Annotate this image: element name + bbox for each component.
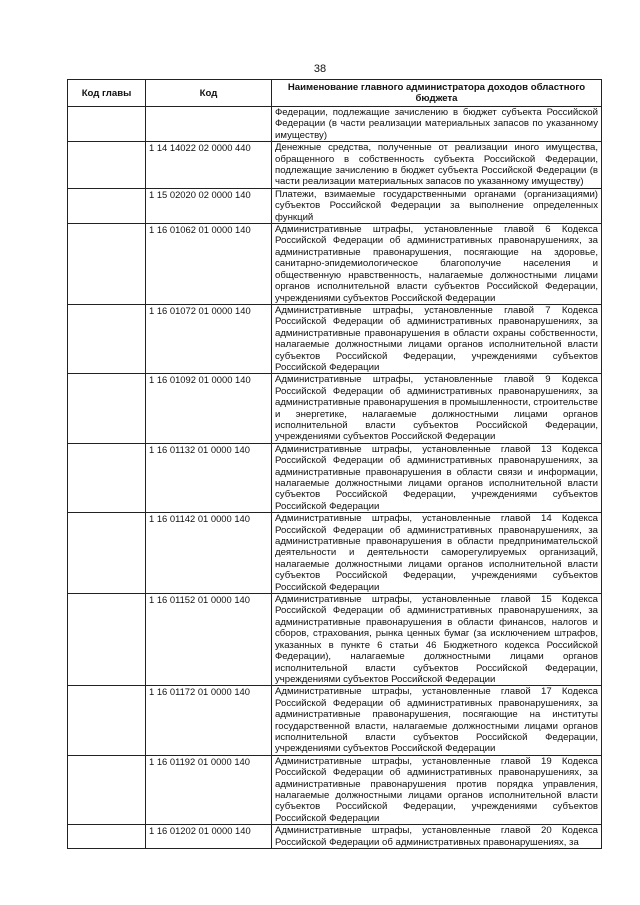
header-name: Наименование главного администратора доходов областного бюджета	[272, 80, 602, 107]
code-cell: 1 16 01062 01 0000 140	[146, 224, 272, 305]
header-chapter-code: Код главы	[68, 80, 146, 107]
header-code: Код	[146, 80, 272, 107]
description-cell: Административные штрафы, установленные главой 14 Кодекса Российской Федерации об административных правонарушениях, за административные правонарушения в области предпринимательской деятельности и деятельности саморегулируемых организаций, налагаемые должностными лицами органов исполнительной власти субъектов Российской Федерации, учреждениями субъектов Российской Федерации	[272, 513, 602, 594]
code-cell: 1 16 01132 01 0000 140	[146, 443, 272, 512]
code-cell: 1 15 02020 02 0000 140	[146, 188, 272, 223]
code-cell: 1 16 01152 01 0000 140	[146, 594, 272, 686]
table-header-row	[68, 80, 602, 107]
table-row	[68, 142, 602, 189]
code-cell	[146, 107, 272, 142]
revenue-administrators-table	[67, 79, 602, 849]
description-cell: Административные штрафы, установленные главой 9 Кодекса Российской Федерации об административных правонарушениях, за административные правонарушения в промышленности, строительстве и энергетике, налагаемые должностными лицами органов исполнительной власти субъектов Российской Федерации, учреждениями субъектов Российской Федерации	[272, 374, 602, 443]
page-number: 38	[313, 63, 327, 75]
table-row	[68, 224, 602, 305]
chapter-code-cell	[68, 304, 146, 373]
code-cell: 1 16 01092 01 0000 140	[146, 374, 272, 443]
code-cell: 1 16 01192 01 0000 140	[146, 755, 272, 824]
description-cell: Административные штрафы, установленные главой 17 Кодекса Российской Федерации об административных правонарушениях, за административные правонарушения, посягающие на институты государственной власти, налагаемые должностными лицами органов исполнительной власти субъектов Российской Федерации, учреждениями субъектов Российской Федерации	[272, 686, 602, 755]
table-row	[68, 825, 602, 849]
description-cell: Административные штрафы, установленные главой 15 Кодекса Российской Федерации об административных правонарушениях, за административные правонарушения в области финансов, налогов и сборов, страхования, рынка ценных бумаг (за исключением штрафов, указанных в пункте 6 статьи 46 Бюджетного кодекса Российской Федерации), налагаемые должностными лицами органов исполнительной власти субъектов Российской Федерации, учреждениями субъектов Российской Федерации	[272, 594, 602, 686]
description-cell: Административные штрафы, установленные главой 20 Кодекса Российской Федерации об административных правонарушениях, за	[272, 825, 602, 849]
table-row	[68, 443, 602, 512]
chapter-code-cell	[68, 107, 146, 142]
table-row	[68, 686, 602, 755]
description-cell: Административные штрафы, установленные главой 19 Кодекса Российской Федерации об административных правонарушениях, за административные правонарушения против порядка управления, налагаемые должностными лицами органов исполнительной власти субъектов Российской Федерации, учреждениями субъектов Российской Федерации	[272, 755, 602, 824]
chapter-code-cell	[68, 443, 146, 512]
chapter-code-cell	[68, 188, 146, 223]
code-cell: 1 14 14022 02 0000 440	[146, 142, 272, 189]
description-cell: Платежи, взимаемые государственными органами (организациями) субъектов Российской Федерации за выполнение определенных функций	[272, 188, 602, 223]
chapter-code-cell	[68, 374, 146, 443]
description-cell: Денежные средства, полученные от реализации иного имущества, обращенного в собственность субъекта Российской Федерации, подлежащие зачислению в бюджет субъекта Российской Федерации (в части реализации материальных запасов по указанному имуществу)	[272, 142, 602, 189]
code-cell: 1 16 01172 01 0000 140	[146, 686, 272, 755]
description-cell: Административные штрафы, установленные главой 13 Кодекса Российской Федерации об административных правонарушениях, за административные правонарушения в области связи и информации, налагаемые должностными лицами органов исполнительной власти субъектов Российской Федерации, учреждениями субъектов Российской Федерации	[272, 443, 602, 512]
chapter-code-cell	[68, 755, 146, 824]
chapter-code-cell	[68, 594, 146, 686]
chapter-code-cell	[68, 686, 146, 755]
table-row	[68, 755, 602, 824]
chapter-code-cell	[68, 142, 146, 189]
chapter-code-cell	[68, 224, 146, 305]
description-cell: Федерации, подлежащие зачислению в бюджет субъекта Российской Федерации (в части реализации материальных запасов по указанному имуществу)	[272, 107, 602, 142]
chapter-code-cell	[68, 513, 146, 594]
table-row	[68, 304, 602, 373]
code-cell: 1 16 01142 01 0000 140	[146, 513, 272, 594]
table-row	[68, 107, 602, 142]
table-row	[68, 374, 602, 443]
description-cell: Административные штрафы, установленные главой 7 Кодекса Российской Федерации об административных правонарушениях, за административные правонарушения в области охраны собственности, налагаемые должностными лицами органов исполнительной власти субъектов Российской Федерации, учреждениями субъектов Российской Федерации	[272, 304, 602, 373]
table-row	[68, 188, 602, 223]
table-body	[68, 107, 602, 849]
table-row	[68, 594, 602, 686]
table-row	[68, 513, 602, 594]
code-cell: 1 16 01072 01 0000 140	[146, 304, 272, 373]
chapter-code-cell	[68, 825, 146, 849]
description-cell: Административные штрафы, установленные главой 6 Кодекса Российской Федерации об административных правонарушениях, за административные правонарушения, посягающие на здоровье, санитарно-эпидемиологическое благополучие населения и общественную нравственность, налагаемые должностными лицами органов исполнительной власти субъектов Российской Федерации, учреждениями субъектов Российской Федерации	[272, 224, 602, 305]
code-cell: 1 16 01202 01 0000 140	[146, 825, 272, 849]
